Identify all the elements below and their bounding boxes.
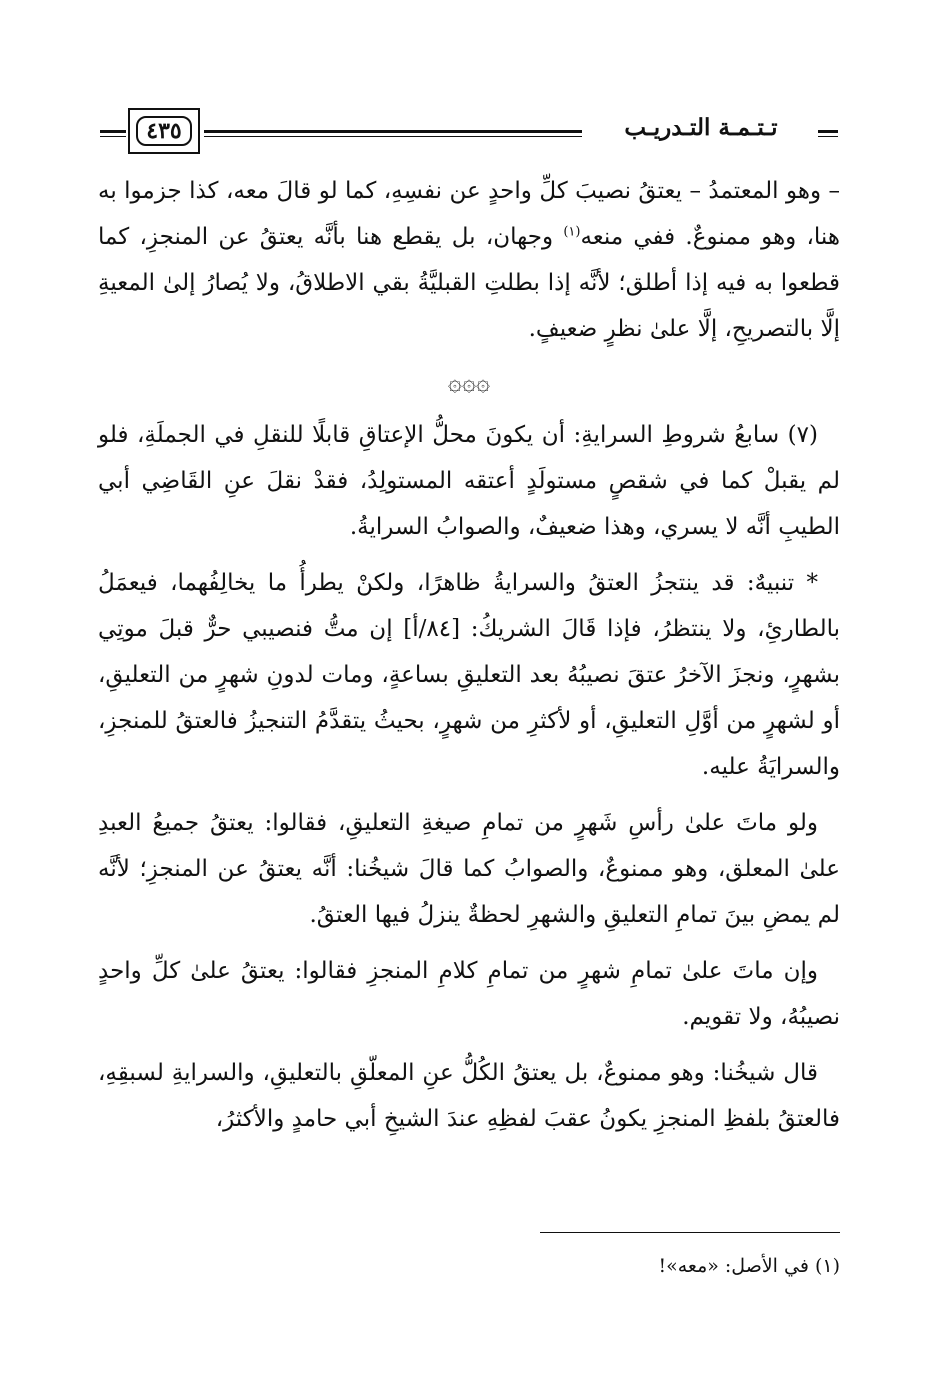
main-text bbox=[98, 168, 840, 1142]
paragraph-6: قال شيخُنا: وهو ممنوعٌ، بل يعتقُ الكُلُّ عنِ المعلّقِ بالتعليقِ، والسرايةِ لسبقِهِ، فالعتقُ بلفظِ المنجزِ يكونُ عقبَ لفظِهِ عندَ الشيخِ أبي حامدٍ والأكثرُ، bbox=[98, 1060, 840, 1132]
page-header bbox=[100, 108, 838, 158]
paragraph-1 bbox=[98, 168, 840, 352]
paragraph-4: ولو ماتَ علىٰ رأسِ شَهرٍ من تمامِ صيغةِ التعليقِ، فقالوا: يعتقُ جميعُ العبدِ علىٰ المعلق، وهو ممنوعٌ، والصوابُ كما قالَ شيخُنا: أنَّه يعتقُ عن المنجزِ؛ لأنَّه لم يمضِ بينَ تمامِ التعليقِ والشهرِ لحظةٌ ينزلُ فيها العتقُ. bbox=[98, 810, 840, 928]
paragraph-1-continuation: وجهان، بل يقطع هنا بأنَّه يعتقُ عن المنجزِ، كما قطعوا به فيه إذا أطلق؛ لأنَّه إذا بطلتِ القبليَّةُ بقي الاطلاقُ، ولا يُصارُ إلىٰ المعيةِ إلَّا بالتصريحِ، إلَّا علىٰ نظرٍ ضعيفٍ. bbox=[98, 224, 840, 342]
paragraph-5: وإن ماتَ علىٰ تمامِ شهرٍ من تمامِ كلامِ المنجزِ فقالوا: يعتقُ علىٰ كلِّ واحدٍ نصيبُهُ، ولا تقويم. bbox=[98, 958, 840, 1030]
footnote-marker: (١) bbox=[563, 224, 581, 240]
paragraph-2: (٧) سابعُ شروطِ السرايةِ: أن يكونَ محلُّ الإعتاقِ قابلًا للنقلِ في الجملَةِ، فلو لم يقبلْ كما في شقصٍ مستولَدٍ أعتقه المستولِدُ، فقدْ نقلَ عنِ القَاضِي أبي الطيبِ أنَّه لا يسري، وهذا ضعيفٌ، والصوابُ السرايةُ. bbox=[98, 422, 840, 540]
paragraph-1-text: – وهو المعتمدُ – يعتقُ نصيبَ كلِّ واحدٍ عن نفسِهِ، كما لو قالَ معه، كذا جزموا به هنا، وهو ممنوعٌ. ففي منعه bbox=[98, 178, 840, 250]
footnote-separator bbox=[540, 1232, 840, 1233]
paragraph-3: * تنبيهٌ: قد ينتجزُ العتقُ والسرايةُ ظاهرًا، ولكنْ يطرأُ ما يخالِفُهما، فيعمَلُ بالطارئِ، ولا ينتظرُ، فإذا قَالَ الشريكُ: [٨٤/أ] إن متُّ فنصيبي حرٌّ قبلَ موتِي بشهرٍ، ونجزَ الآخرُ عتقَ نصيبُهُ بعد التعليقِ بساعةٍ، ومات لدونِ شهرٍ من التعليقِ، أو لشهرٍ من أوَّلِ التعليقِ، أو لأكثرِ من شهرٍ، بحيثُ يتقدَّمُ التنجيزُ فالعتقُ للمنجزِ، والسرايَةُ عليه. bbox=[98, 570, 840, 780]
page-number-frame bbox=[128, 108, 200, 154]
header-rule-right bbox=[818, 130, 838, 137]
header-rule-middle bbox=[204, 130, 582, 137]
section-divider-ornament: ۞۞۞ bbox=[447, 368, 491, 396]
page-number: ٤٣٥ bbox=[136, 116, 192, 146]
header-rule-left bbox=[100, 130, 126, 137]
footnote-1: (١) في الأصل: «معه»! bbox=[658, 1255, 840, 1277]
running-title: تـتـمـة التـدريـب bbox=[624, 114, 778, 141]
